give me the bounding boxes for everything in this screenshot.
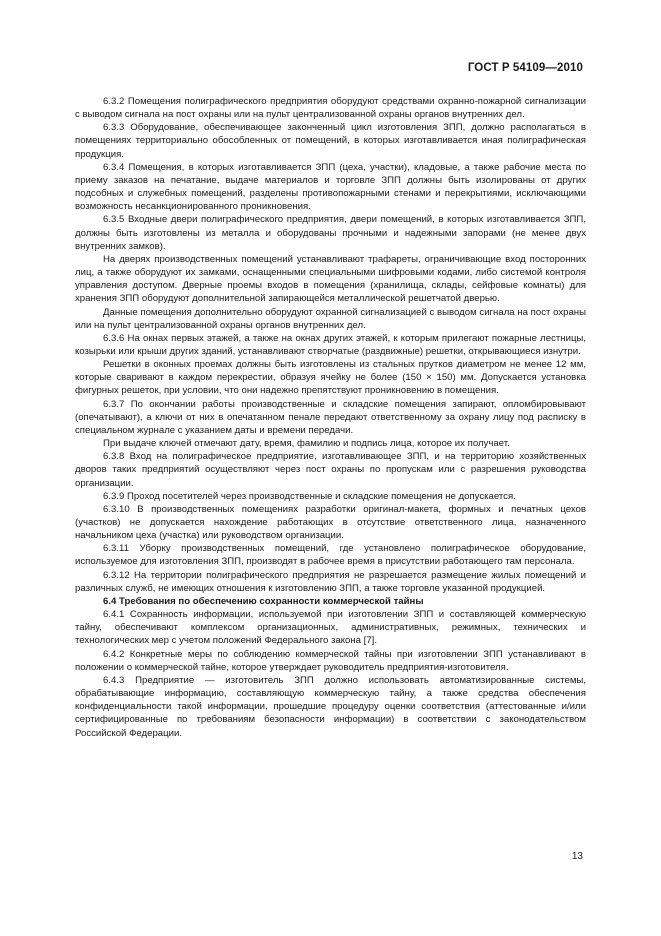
paragraph-6-3-7: 6.3.7 По окончании работы производственные и складские помещения запирают, опломбировывают (опечатывают), а ключи от них в опечатанном пенале передают ответственному за охрану лицу под расписку в специальном журнале с указанием даты и времени передачи.	[75, 398, 586, 436]
paragraph-6-3-5: 6.3.5 Входные двери полиграфического предприятия, двери помещений, в которых изготавливается ЗПП, должны быть изготовлены из металла и оборудованы прочными и надежными запорами (не менее двух внутренних замков).	[75, 214, 586, 252]
paragraph-6-3-4: 6.3.4 Помещения, в которых изготавливается ЗПП (цеха, участки), кладовые, а также рабочие места по приему заказов на печатание, выдаче материалов и торговле ЗПП должны быть изолированы от других подсобных и служебных помещений, разделены противопожарными стенами и перекрытиями, исключающими возможность несанкционированного проникновения.	[75, 161, 586, 213]
paragraph-6-3-11: 6.3.11 Уборку производственных помещений, где установлено полиграфическое оборудование, используемое для изготовления ЗПП, производят в рабочее время в присутствии работающего там персонала.	[75, 543, 586, 568]
paragraph-6-3-3: 6.3.3 Оборудование, обеспечивающее законченный цикл изготовления ЗПП, должно располагаться в помещениях территориально обособленных от помещений, в которых изготавливается иная полиграфическая продукция.	[75, 122, 586, 160]
paragraph-6-4-3: 6.4.3 Предприятие — изготовитель ЗПП должно использовать автоматизированные системы, обрабатывающие информацию, составляющую коммерческую тайну, а также средства обеспечения конфиденциальности такой информации, прошедшие процедуру оценки соответствия (аттестованные и/или сертифицированные по требованиям безопасности информации) в соответствии с законодательством Российской Федерации.	[75, 674, 586, 739]
paragraph-6-4-2: 6.4.2 Конкретные меры по соблюдению коммерческой тайны при изготовлении ЗПП устанавливают в положении о коммерческой тайне, которое утверждает руководитель предприятия-изготовителя.	[75, 648, 586, 673]
paragraph-6-3-9: 6.3.9 Проход посетителей через производственные и складские помещения не допускается.	[103, 490, 516, 502]
paragraph-window-grilles: Решетки в оконных проемах должны быть изготовлены из стальных прутков диаметром не менее 12 мм, которые сваривают в каждом перекрестии, образуя ячейку не более (150 × 150) мм. Допускается установка фигурных решеток, при условии, что они надежно препятствуют проникновению в помещения.	[75, 359, 586, 397]
document-body	[75, 95, 586, 740]
paragraph-6-3-12: 6.3.12 На территории полиграфического предприятия не разрешается размещение жилых помещений и различных служб, не имеющих отношения к изготовлению ЗПП, а также торговле указанной продукцией.	[75, 569, 586, 594]
paragraph-6-3-8: 6.3.8 Вход на полиграфическое предприятие, изготавливающее ЗПП, и на территорию хозяйственных дворов таких предприятий осуществляют через пост охраны по пропускам или с разрешения руководства организации.	[75, 451, 586, 489]
paragraph-doors-stencils: На дверях производственных помещений устанавливают трафареты, ограничивающие вход посторонних лиц, а также оборудуют их замками, оснащенными специальными шифровыми кодами, либо системой контроля управления доступом. Дверные проемы входов в помещения (хранилища, склады, сейфовые комнаты) для хранения ЗПП оборудуют дополнительной запирающейся металлической решетчатой дверью.	[75, 253, 586, 305]
paragraph-keys: При выдаче ключей отмечают дату, время, фамилию и подпись лица, которое их получает.	[103, 438, 510, 450]
paragraph-6-3-6: 6.3.6 На окнах первых этажей, а также на окнах других этажей, к которым прилегают пожарные лестницы, козырьки или крыши других зданий, устанавливают створчатые (раздвижные) решетки, открывающиеся изнутри.	[75, 332, 586, 357]
page-number: 13	[571, 851, 583, 862]
paragraph-6-4-1: 6.4.1 Сохранность информации, используемой при изготовлении ЗПП и составляющей коммерческую тайну, обеспечивают комплексом организационных, административных, режимных, технических и технологических мер с учетом положений Федерального закона [7].	[75, 609, 586, 647]
paragraph-6-3-2: 6.3.2 Помещения полиграфического предприятия оборудуют средствами охранно-пожарной сигнализации с выводом сигнала на пост охраны или на пульт централизованной охраны органов внутренних дел.	[75, 96, 586, 121]
paragraph-6-3-10: 6.3.10 В производственных помещениях разработки оригинал-макета, формных и печатных цехов (участков) не допускается нахождение работающих в отсутствие ответственного лица, назначенного начальником цеха (участка) или руководством организации.	[75, 503, 586, 542]
paragraph-alarm: Данные помещения дополнительно оборудуют охранной сигнализацией с выводом сигнала на пост охраны или на пульт централизованной охраны органов внутренних дел.	[75, 306, 586, 331]
section-heading-6-4: 6.4 Требования по обеспечению сохранности коммерческой тайны	[103, 595, 424, 607]
standard-header: ГОСТ Р 54109—2010	[467, 62, 583, 74]
